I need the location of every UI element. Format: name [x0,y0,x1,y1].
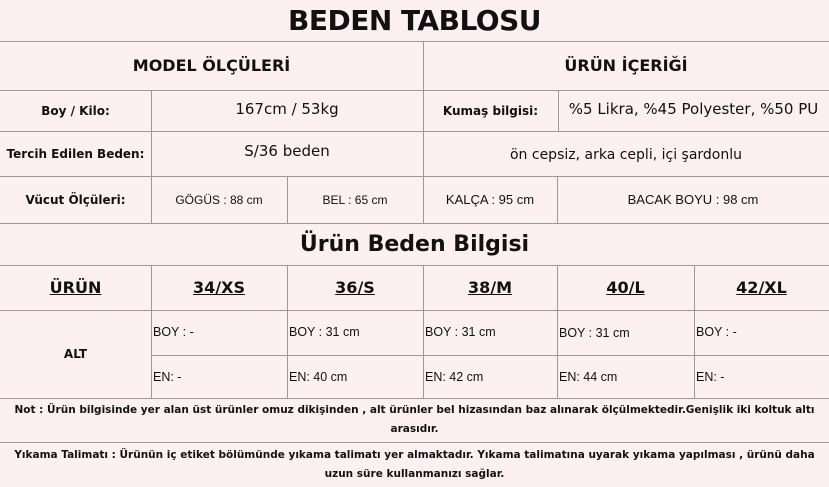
chart-title: BEDEN TABLOSU [287,4,541,37]
hip-measurement: KALÇA : 95 cm [445,192,535,207]
size-header-38-m: 38/M [467,278,513,297]
size-header-34-xs: 34/XS [193,278,245,297]
product-details: ön cepsiz, arka cepli, içi şardonlu [509,147,743,163]
size-boy-42-xl: BOY : - [696,324,737,339]
size-boy-40-l: BOY : 31 cm [559,325,630,340]
size-header-40-l: 40/L [606,278,645,297]
size-en-38-m: EN: 42 cm [425,369,484,384]
size-boy-34-xs: BOY : - [153,324,194,339]
size-en-42-xl: EN: - [696,369,725,384]
preferred-size-value: S/36 beden [244,142,330,160]
size-header-42-xl: 42/XL [736,278,787,297]
chest-measurement: GÖGÜS : 88 cm [175,192,263,207]
size-en-36-s: EN: 40 cm [289,369,348,384]
height-weight-value: 167cm / 53kg [235,100,339,118]
preferred-size-label: Tercih Edilen Beden: [6,146,145,161]
product-name: ALT [63,347,88,361]
leg-length-measurement: BACAK BOYU : 98 cm [627,192,759,207]
measurement-note: Not : Ürün bilgisinde yer alan üst ürünler omuz dikişinden , alt ürünler bel hizasından baz alınarak ölçülmektedir.Genişlik iki koltuk altı arasıdır. [14,404,815,435]
washing-instructions: Yıkama Talimatı : Ürünün iç etiket bölümünde yıkama talimatı yer almaktadır. Yıkama talimatına uyarak yıkama yapılması , ürünü daha uzun süre kullanmanızı sağlar. [14,448,815,480]
size-info-title: Ürün Beden Bilgisi [299,231,530,257]
product-column-header: ÜRÜN [49,278,102,297]
size-en-34-xs: EN: - [153,369,182,384]
height-weight-label: Boy / Kilo: [41,103,110,118]
body-measurements-label: Vücut Ölçüleri: [25,192,126,207]
size-boy-38-m: BOY : 31 cm [425,324,496,339]
fabric-label: Kumaş bilgisi: [442,103,539,118]
product-content-header: ÜRÜN İÇERİĞİ [564,56,688,75]
waist-measurement: BEL : 65 cm [322,192,388,207]
size-header-36-s: 36/S [335,278,375,297]
model-measurements-header: MODEL ÖLÇÜLERİ [132,56,291,75]
fabric-value: %5 Likra, %45 Polyester, %50 PU [568,100,819,118]
size-boy-36-s: BOY : 31 cm [289,324,360,339]
size-en-40-l: EN: 44 cm [559,369,618,384]
